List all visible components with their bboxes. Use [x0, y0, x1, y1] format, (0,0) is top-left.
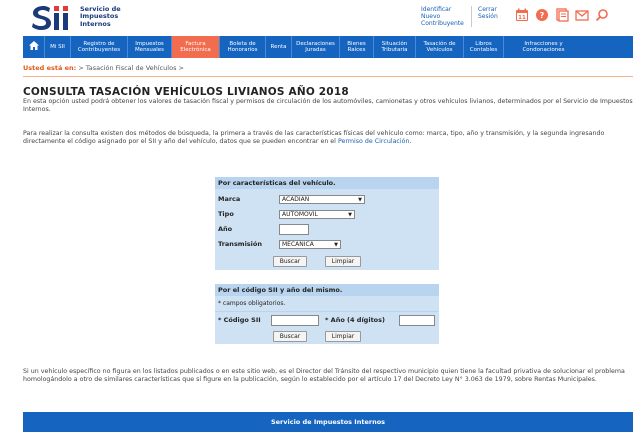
main-nav: [23, 36, 633, 58]
codigo-sii-input[interactable]: [271, 315, 319, 326]
calendar-icon[interactable]: [515, 8, 529, 22]
nav-bienes-raices[interactable]: Bienes Raíces: [340, 36, 374, 58]
identify-taxpayer-link[interactable]: Identificar Nuevo Contribuyente: [421, 6, 464, 27]
search-by-code-form: [215, 284, 439, 344]
calendar-day: 11: [518, 15, 526, 21]
tipo-label: Tipo: [218, 210, 234, 218]
footer-bar: Servicio de Impuestos Internos: [23, 412, 633, 432]
buscar-button-1[interactable]: Buscar: [273, 256, 307, 267]
anio-digits-label: * Año (4 dígitos): [325, 316, 385, 324]
nav-renta[interactable]: Renta: [266, 36, 292, 58]
form2-divider: [215, 311, 439, 312]
logo-line-2: Impuestos: [80, 12, 119, 21]
required-note: * campos obligatorios.: [218, 300, 286, 307]
site-header: [0, 0, 640, 34]
form1-heading: Por características del vehículo.: [215, 177, 439, 189]
buscar-button-2[interactable]: Buscar: [273, 331, 307, 342]
help-icon[interactable]: [535, 8, 549, 22]
anio-row: [215, 222, 439, 236]
footer-note: Si un vehículo específico no figura en los listados publicados o en este sitio web, es el Director del Tránsito del respectivo municipio quien tiene la facultad privativa de solucionar el problema homologándolo a otro de similares características que sí figure en la publicación, según lo establecido por el artículo 17 del Decreto Ley N° 3.063 de 1979, sobre Rentas Municipales.: [23, 368, 625, 383]
marca-select[interactable]: [279, 195, 365, 204]
intro-text: En esta opción usted podrá obtener los valores de tasación fiscal y permisos de circulación de los automóviles, camionetas y otros vehículos livianos, determinados por el Servicio de Impuestos Internos.: [23, 98, 633, 113]
nav-infracciones-condonaciones[interactable]: Infracciones y Condonaciones: [522, 40, 565, 53]
nav-boleta-honorarios[interactable]: Boleta de Honorarios: [220, 36, 266, 58]
logo-line-3: Internos: [80, 19, 111, 28]
breadcrumb-prefix: Usted está en: [23, 64, 74, 72]
breadcrumb: Usted está en: > Tasación Fiscal de Vehículos >: [23, 64, 184, 72]
transmision-row: [215, 237, 439, 251]
header-icons: [515, 8, 609, 22]
nav-mi-sii[interactable]: Mi SII: [45, 36, 71, 58]
tipo-select[interactable]: [279, 210, 355, 219]
methods-text: Para realizar la consulta existen dos métodos de búsqueda, la primera a través de las características físicas del vehículo como: marca, tipo, año y transmisión, y la segunda ingresando directamente el código asignado por el SII y año del vehículo, datos que se pueden encontrar en el Permiso de Circulación.: [23, 130, 605, 145]
nav-tasacion-vehiculos[interactable]: Tasación de Vehículos: [416, 36, 464, 58]
nav-factura-electronica[interactable]: Factura Electrónica: [172, 36, 220, 58]
nav-home[interactable]: [23, 36, 45, 58]
logo-line-1: Servicio de: [80, 4, 121, 13]
divider: [23, 76, 633, 77]
permiso-circulacion-link[interactable]: Permiso de Circulación: [337, 138, 410, 145]
search-by-characteristics-form: [215, 177, 439, 270]
sii-logo-mark: [30, 2, 76, 32]
limpiar-button-2[interactable]: Limpiar: [325, 331, 361, 342]
methods-body: Para realizar la consulta existen dos métodos de búsqueda, la primera a través de las características físicas del vehículo como: marca, tipo, año y transmisión, y la segunda ingresando directamente el código asignado por el SII y año del vehículo, datos que se pueden encontrar en el: [23, 130, 605, 145]
nav-registro-contribuyentes[interactable]: Registro de Contribuyentes: [71, 36, 128, 58]
search-icon[interactable]: [595, 8, 609, 22]
page-title: CONSULTA TASACIÓN VEHÍCULOS LIVIANOS AÑO 2018: [23, 86, 349, 98]
nav-situacion-tributaria[interactable]: Situación Tributaria: [374, 36, 416, 58]
codigo-label: * Código SII: [218, 316, 261, 324]
marca-row: [215, 192, 439, 206]
svg-text:?: ?: [539, 11, 545, 20]
header-links: [415, 6, 505, 27]
marca-value: ACADIAN: [282, 195, 310, 203]
tipo-value: AUTOMOVIL: [282, 210, 318, 218]
nav-libros-contables[interactable]: Libros Contables: [464, 36, 504, 58]
documents-icon[interactable]: [555, 8, 569, 22]
transmision-select[interactable]: [279, 240, 341, 249]
transmision-label: Transmisión: [218, 240, 262, 248]
nav-declaraciones-juradas[interactable]: Declaraciones Juradas: [292, 36, 340, 58]
chevron-down-icon: ▼: [348, 211, 352, 218]
logout-link[interactable]: Cerrar Sesión: [471, 6, 505, 27]
chevron-down-icon: ▼: [334, 241, 338, 248]
anio-label: Año: [218, 225, 233, 233]
sii-logo[interactable]: [30, 2, 121, 32]
nav-impuestos-mensuales[interactable]: Impuestos Mensuales: [128, 36, 172, 58]
transmision-value: MECANICA: [282, 240, 314, 248]
tipo-row: [215, 207, 439, 221]
breadcrumb-trail[interactable]: > Tasación Fiscal de Vehículos >: [78, 64, 184, 72]
anio-digits-input[interactable]: [399, 315, 435, 326]
logo-text: [80, 6, 121, 29]
mail-icon[interactable]: [575, 8, 589, 22]
home-icon: [29, 41, 39, 53]
marca-label: Marca: [218, 195, 241, 203]
form2-heading: Por el código SII y año del mismo.: [215, 284, 439, 296]
code-row: [215, 313, 439, 327]
limpiar-button-1[interactable]: Limpiar: [325, 256, 361, 267]
anio-input[interactable]: [279, 224, 309, 235]
chevron-down-icon: ▼: [358, 196, 362, 203]
